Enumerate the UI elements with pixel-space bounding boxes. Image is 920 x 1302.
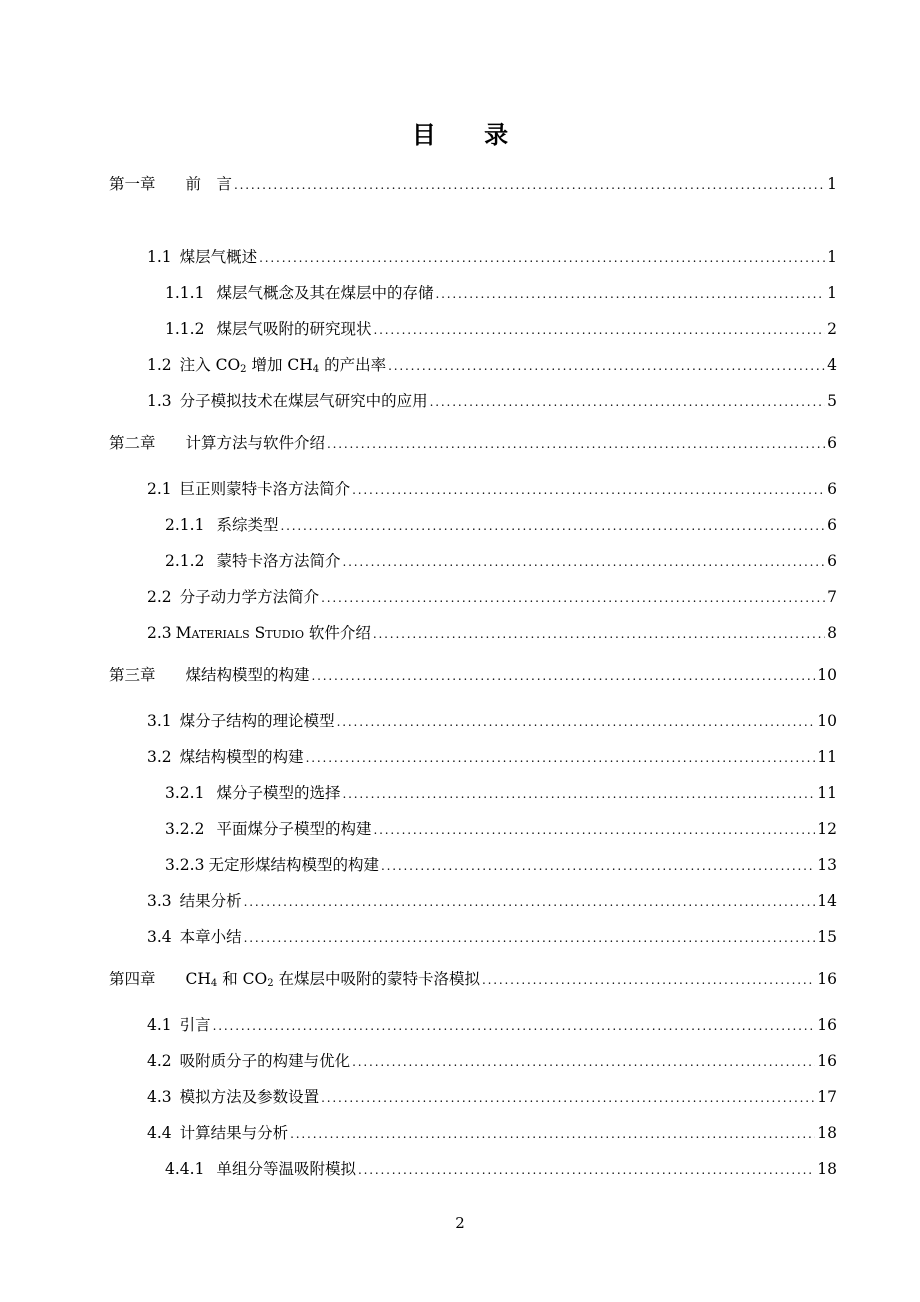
toc-leader-dots: [373, 818, 815, 842]
toc-entry[interactable]: [0, 513, 837, 537]
toc-entry-number: 2.1.1: [165, 516, 205, 534]
toc-entry-text: 模拟方法及参数设置: [179, 1088, 320, 1106]
toc-entry-page: 4: [827, 356, 837, 374]
toc-entry-number: 第一章: [109, 175, 156, 193]
toc-entry-number: 2.2: [147, 588, 172, 606]
toc-leader-dots: [321, 1086, 815, 1110]
toc-entry-label: [147, 1049, 350, 1073]
toc-entry-label: [147, 1121, 288, 1145]
toc-entry-number: 4.4.1: [165, 1160, 205, 1178]
toc-entry-number: 第三章: [109, 666, 156, 684]
toc-leader-dots: [337, 710, 816, 734]
toc-entry-number: 第四章: [109, 970, 156, 988]
toc-entry-text: 煤分子结构的理论模型: [179, 712, 335, 730]
toc-entry-text: 注入 $CO_2$ 增加 $CH_4$ 的产出率: [179, 356, 387, 375]
toc-leader-dots: [381, 854, 815, 878]
toc-entry-number: 3.2: [147, 748, 172, 766]
toc-entry-page: 6: [827, 480, 837, 498]
toc-entry[interactable]: [0, 1121, 837, 1145]
toc-entry[interactable]: [0, 925, 837, 949]
toc-leader-dots: [306, 746, 816, 770]
toc-entry[interactable]: [0, 889, 837, 913]
toc-leader-dots: [430, 390, 825, 414]
toc-entry-page: 16: [817, 970, 837, 988]
toc-entry-label: [165, 281, 433, 305]
toc-entry-page: 6: [827, 516, 837, 534]
toc-leader-dots: [482, 968, 815, 992]
toc-entry-text: 煤层气概念及其在煤层中的存储: [216, 284, 434, 302]
toc-entry-label: [147, 389, 428, 413]
toc-entry-page: 1: [827, 248, 837, 266]
toc-entry-label: [147, 245, 257, 269]
toc-entry[interactable]: [0, 281, 837, 305]
toc-entry-number: 4.3: [147, 1088, 172, 1106]
toc-entry-number: 1.1: [147, 248, 172, 266]
toc-entry[interactable]: [0, 389, 837, 413]
toc-entry-text: 无定形煤结构模型的构建: [208, 856, 379, 874]
toc-entry-page: 15: [817, 928, 837, 946]
toc-entry-text: Materials Studio 软件介绍: [175, 624, 371, 642]
toc-entry[interactable]: [0, 585, 837, 609]
toc-entry-page: 10: [817, 712, 837, 730]
toc-entry[interactable]: [0, 172, 837, 196]
toc-entry[interactable]: [0, 353, 837, 377]
toc-entry-text: 计算方法与软件介绍: [185, 434, 326, 452]
toc-entry-page: 2: [827, 320, 837, 338]
toc-entry-number: 1.1.2: [165, 320, 205, 338]
toc-entry-page: 7: [827, 588, 837, 606]
toc-entry[interactable]: [0, 709, 837, 733]
toc-entry-label: [147, 709, 335, 733]
toc-entry-label: [165, 781, 340, 805]
toc-entry[interactable]: [0, 1049, 837, 1073]
toc-entry-text: $CH_4$ 和 $CO_2$ 在煤层中吸附的蒙特卡洛模拟: [185, 970, 481, 989]
toc-entry-number: 1.1.1: [165, 284, 205, 302]
toc-entry-text: 吸附质分子的构建与优化: [179, 1052, 351, 1070]
toc-entry[interactable]: [0, 549, 837, 573]
toc-entry-number: 4.2: [147, 1052, 172, 1070]
toc-leader-dots: [327, 432, 825, 456]
toc-entry-label: [109, 431, 325, 455]
toc-entry[interactable]: [0, 621, 837, 645]
toc-entry-page: 10: [817, 666, 837, 684]
toc-entry-page: 13: [817, 856, 837, 874]
toc-entry-number: 3.2.3: [165, 856, 205, 874]
toc-entry-number: 3.1: [147, 712, 172, 730]
toc-entry-page: 16: [817, 1016, 837, 1034]
toc-entry[interactable]: [0, 431, 837, 455]
toc-entry-number: 3.2.2: [165, 820, 205, 838]
toc-leader-dots: [352, 1050, 815, 1074]
toc-entry-label: [147, 1085, 319, 1109]
toc-entry-number: 3.4: [147, 928, 172, 946]
toc-entry-page: 18: [817, 1160, 837, 1178]
toc-entry-text: 分子模拟技术在煤层气研究中的应用: [179, 392, 428, 410]
toc-entry-text: 平面煤分子模型的构建: [216, 820, 372, 838]
toc-entry-page: 6: [827, 552, 837, 570]
toc-leader-dots: [280, 514, 825, 538]
toc-entry-text: 系综类型: [216, 516, 279, 534]
toc-entry[interactable]: [0, 781, 837, 805]
toc-leader-dots: [435, 282, 825, 306]
toc-entry-page: 11: [817, 784, 837, 802]
toc-leader-dots: [312, 664, 816, 688]
toc-leader-dots: [321, 586, 825, 610]
toc-entry-label: [165, 317, 371, 341]
toc-entry-page: 11: [817, 748, 837, 766]
toc-entry-number: 1.3: [147, 392, 172, 410]
toc-entry-label: [147, 745, 304, 769]
toc-leader-dots: [352, 478, 825, 502]
toc-entry-text: 分子动力学方法简介: [179, 588, 320, 606]
toc-entry-text: 前 言: [185, 175, 233, 193]
toc-leader-dots: [373, 622, 825, 646]
toc-entry-number: 4.4: [147, 1124, 172, 1142]
toc-entry[interactable]: [0, 817, 837, 841]
toc-entry-page: 12: [817, 820, 837, 838]
toc-entry-text: 煤层气吸附的研究现状: [216, 320, 372, 338]
toc-leader-dots: [244, 926, 816, 950]
toc-entry-page: 5: [827, 392, 837, 410]
toc-leader-dots: [342, 782, 815, 806]
toc-entry-text: 巨正则蒙特卡洛方法简介: [179, 480, 351, 498]
toc-entry-text: 煤层气概述: [179, 248, 258, 266]
toc-leader-dots: [290, 1122, 815, 1146]
toc-entry-label: [109, 172, 232, 196]
toc-entry-label: [165, 549, 340, 573]
toc-entry-label: [109, 967, 480, 991]
toc-entry-text: 引言: [179, 1016, 211, 1034]
toc-entry-label: [147, 925, 242, 949]
toc-entry[interactable]: [0, 967, 837, 991]
toc-entry-text: 煤结构模型的构建: [185, 666, 310, 684]
toc-leader-dots: [244, 890, 816, 914]
toc-entry-page: 18: [817, 1124, 837, 1142]
page-number: 2: [455, 1214, 465, 1232]
toc-entry-label: [147, 477, 350, 501]
toc-entry-page: 17: [817, 1088, 837, 1106]
toc-entry-label: [147, 585, 319, 609]
toc-title: 目 录: [411, 120, 529, 149]
toc-entry-page: 1: [827, 175, 837, 193]
toc-leader-dots: [342, 550, 825, 574]
toc-entry[interactable]: [0, 745, 837, 769]
toc-entry-label: [165, 513, 278, 537]
toc-entry-label: [109, 663, 310, 687]
toc-entry[interactable]: [0, 1157, 837, 1181]
toc-entry-text: 本章小结: [179, 928, 242, 946]
toc-entry-label: [147, 889, 242, 913]
toc-entry-page: 14: [817, 892, 837, 910]
toc-entry-number: 第二章: [109, 434, 156, 452]
toc-entry[interactable]: [0, 1085, 837, 1109]
toc-entry-label: [147, 621, 371, 645]
toc-entry-text: 蒙特卡洛方法简介: [216, 552, 341, 570]
toc-leader-dots: [213, 1014, 816, 1038]
toc-entry-text: 煤分子模型的选择: [216, 784, 341, 802]
toc-entry-page: 16: [817, 1052, 837, 1070]
toc-entry-text: 结果分析: [179, 892, 242, 910]
toc-entry-page: 8: [827, 624, 837, 642]
toc-entry-number: 2.1: [147, 480, 172, 498]
toc-entry-text: 单组分等温吸附模拟: [216, 1160, 356, 1178]
toc-entry-number: 3.2.1: [165, 784, 205, 802]
toc-entry[interactable]: [0, 663, 837, 687]
toc-entry-page: 1: [827, 284, 837, 302]
toc-entry-label: [165, 817, 371, 841]
toc-leader-dots: [234, 173, 825, 197]
toc-leader-dots: [259, 246, 825, 270]
toc-entry-page: 6: [827, 434, 837, 452]
toc-entry[interactable]: [0, 245, 837, 269]
toc-entry-label: [147, 353, 386, 377]
toc-entry-label: [165, 853, 379, 877]
toc-entry-label: [165, 1157, 356, 1181]
toc-leader-dots: [388, 354, 825, 378]
toc-entry[interactable]: [0, 1013, 837, 1037]
toc-leader-dots: [358, 1158, 815, 1182]
toc-entry-number: 3.3: [147, 892, 172, 910]
toc-entry[interactable]: [0, 853, 837, 877]
toc-entry-text: 煤结构模型的构建: [179, 748, 304, 766]
toc-entry-number: 2.1.2: [165, 552, 205, 570]
toc-entry-number: 1.2: [147, 356, 172, 374]
toc-entry[interactable]: [0, 477, 837, 501]
toc-entry-number: 4.1: [147, 1016, 172, 1034]
toc-entry[interactable]: [0, 317, 837, 341]
toc-leader-dots: [373, 318, 825, 342]
toc-entry-text: 计算结果与分析: [179, 1124, 289, 1142]
toc-entry-number: 2.3: [147, 624, 172, 642]
toc-entry-label: [147, 1013, 211, 1037]
